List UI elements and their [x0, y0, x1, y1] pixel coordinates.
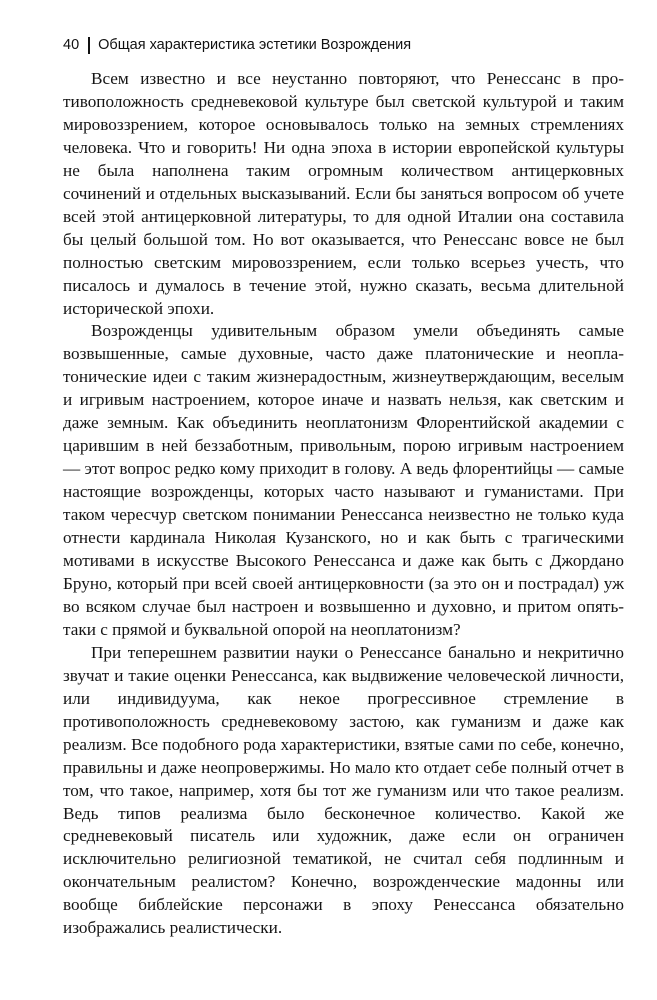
- paragraph: Всем известно и все неустанно повторяют, что Ренессанс в противоположность средневековой культуре был светской культурой и таким мировоззрением, которое основывалось только на земных стремлениях человека. Что и говорить! Ни одна эпоха в истории европейской культуры не была наполнена таким огромным количеством антицерковных сочинений и отдельных высказываний. Если бы заняться вопросом об учете всей этой антицерковной литературы, то для одной Италии она составила бы целый большой том. Но вот оказывается, что Ренессанс вовсе не был полностью светским мировоззрением, если только всерьез учесть, что писалось и думалось в течение этой, нужно сказать, весьма длительной исторической эпохи.: [63, 69, 624, 318]
- paragraph: Возрожденцы удивительным образом умели объединять самые возвышенные, самые духовные, часто даже платонические и неоплатонические идеи с таким жизнерадостным, жизнеутверждающим, веселым и игривым настроением, которое иначе и назвать нельзя, как светским и даже земным. Как объединить неоплатонизм Флорентийской академии с царившим в ней беззаботным, привольным, порою игривым настроением — этот вопрос редко кому приходит в голову. А ведь флорентийцы — самые настоящие возрожденцы, которых часто называют и гуманистами. При таком чересчур светском понимании Ренессанса неизвестно не только куда отнести кардинала Николая Кузанского, но и как быть с трагическими мотивами в искусстве Высокого Ренессанса и даже как быть с Джордано Бруно, который при всей своей антицерковности (за это он и пострадал) уж во всяком случае был настроен и возвышенно и духовно, и притом опять-таки с прямой и буквальной опорой на неоплатонизм?: [63, 321, 624, 639]
- running-header: [63, 35, 411, 55]
- running-title: Общая характеристика эстетики Возрождения: [98, 37, 412, 53]
- paragraph: При теперешнем развитии науки о Ренессансе банально и некритично звучат и такие оценки Ренессанса, как выдвижение человеческой личности, или индивидуума, как некое прогрессивное стремление в противоположность средневековому застою, как гуманизм и даже как реализм. Все подобного рода характеристики, взятые сами по себе, конечно, правильны и даже неопровержимы. Но мало кто отдает себе полный отчет в том, что такое, например, хотя бы тот же гуманизм или что такое реализм. Ведь типов реализма было бесконечное количество. Какой же средневековый писатель или художник, даже если он ограничен исключительно религиозной тематикой, не считал себя подлинным и окончательным реалистом? Конечно, возрожденческие мадонны или вообще библейские персонажи в эпоху Ренессанса обязательно изображались реалистически.: [63, 642, 624, 938]
- page-body: [63, 68, 624, 940]
- header-divider: [88, 37, 90, 54]
- page-number: 40: [63, 37, 80, 53]
